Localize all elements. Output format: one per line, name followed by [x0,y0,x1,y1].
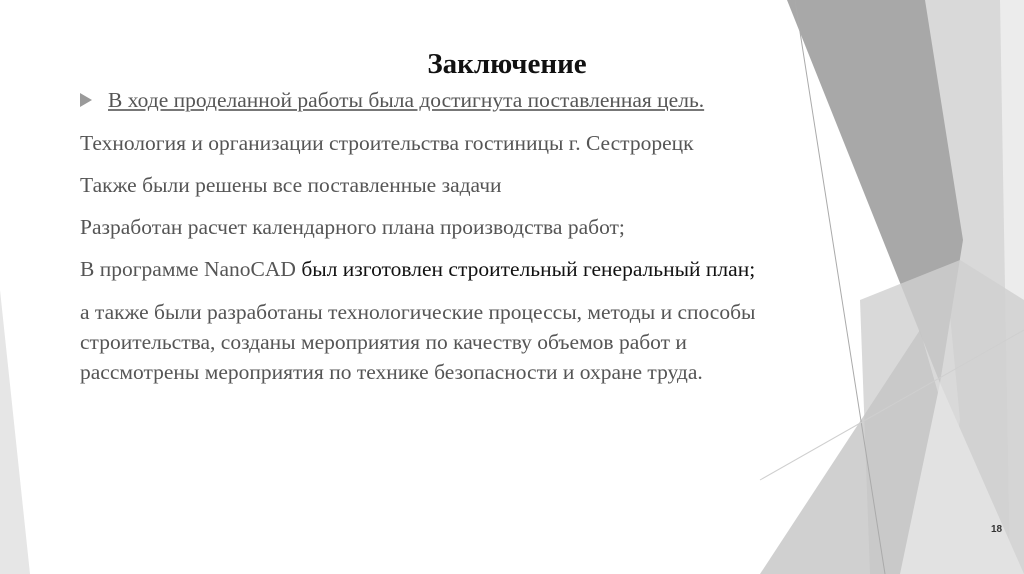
bullet-triangle-icon [80,93,92,107]
text-line: Технология и организации строительства гостиницы г. Сестрорецк [80,131,694,155]
text-line: Также были решены все поставленные задачи [80,173,502,197]
text-line: Разработан расчет календарного плана производства работ; [80,215,625,239]
nanocad-line [80,254,755,284]
page-number: 18 [991,524,1003,535]
nanocad-prefix: В программе NanoCAD [80,257,302,281]
goal-line: В ходе проделанной работы была достигнута поставленная цель. [108,88,705,112]
nanocad-rest: был изготовлен строительный генеральный план; [301,257,756,281]
paragraph-line: а также были разработаны технологические процессы, методы и способы [80,300,756,324]
paragraph-line: строительства, созданы мероприятия по качеству объемов работ и [80,330,687,354]
paragraph-line: рассмотрены мероприятия по технике безопасности и охране труда. [80,360,703,384]
slide-title: Заключение [427,48,587,80]
